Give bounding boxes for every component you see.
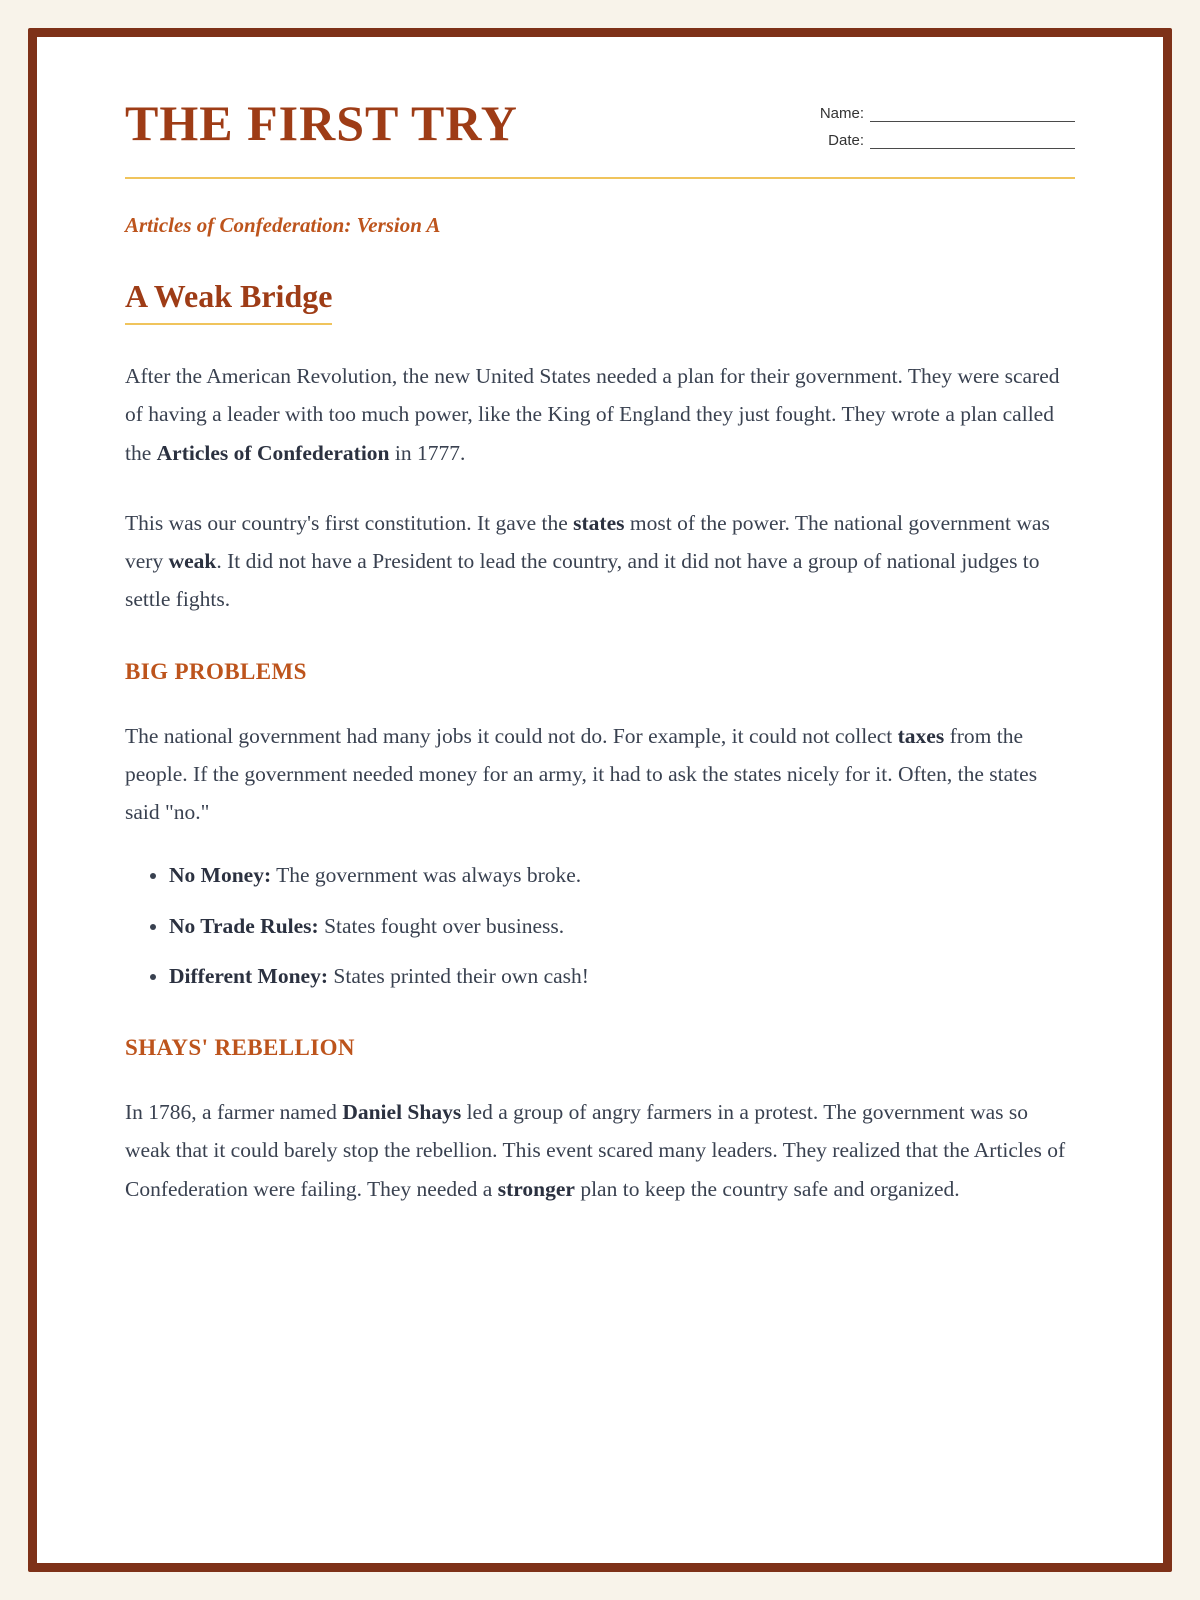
date-field: [820, 132, 1075, 149]
section-heading-shays-rebellion: SHAYS' REBELLION: [125, 1035, 355, 1061]
date-blank-line: [870, 135, 1075, 149]
page-title: THE FIRST TRY: [125, 95, 518, 151]
paragraph-problems: The national government had many jobs it could not do. For example, it could not collect taxes from the people. If the government needed money for an army, it had to ask the states nicely for it. Often, the states said "no.": [125, 723, 1038, 825]
paragraph-intro: After the American Revolution, the new United States needed a plan for their government. They were scared of having a leader with too much power, like the King of England they just fought. They wrote a plan called the Articles of Confederation in 1777.: [125, 364, 1060, 465]
paragraph-shays: In 1786, a farmer named Daniel Shays led a group of angry farmers in a protest. The government was so weak that it could barely stop the rebellion. This event scared many leaders. They realized that the Articles of Confederation were failing. They needed a stronger plan to keep the country safe and organized.: [125, 1100, 1066, 1201]
main-heading: [125, 278, 1075, 325]
main-heading-text: A Weak Bridge: [125, 278, 332, 325]
paragraph-constitution: This was our country's first constitution. It gave the states most of the power. The national government was very weak. It did not have a President to lead the country, and it did not have a group of national judges to settle fights.: [125, 510, 1050, 612]
list-item-no-money: • No Money: The government was always broke.: [169, 857, 1075, 894]
section-heading-big-problems: BIG PROBLEMS: [125, 658, 307, 684]
date-label: Date:: [828, 132, 864, 149]
header-divider: [125, 177, 1075, 179]
list-item-different-money: • Different Money: States printed their own cash!: [169, 958, 1075, 995]
page-header: [125, 95, 1075, 151]
name-label: Name:: [819, 105, 864, 122]
name-field: [820, 105, 1075, 122]
name-date-block: [820, 95, 1075, 151]
name-blank-line: [870, 108, 1075, 122]
list-item-no-trade-rules: • No Trade Rules: States fought over business.: [169, 908, 1075, 945]
problems-list: [147, 857, 1075, 995]
worksheet-page: [28, 28, 1172, 1572]
document-subtitle: Articles of Confederation: Version A: [125, 213, 441, 237]
